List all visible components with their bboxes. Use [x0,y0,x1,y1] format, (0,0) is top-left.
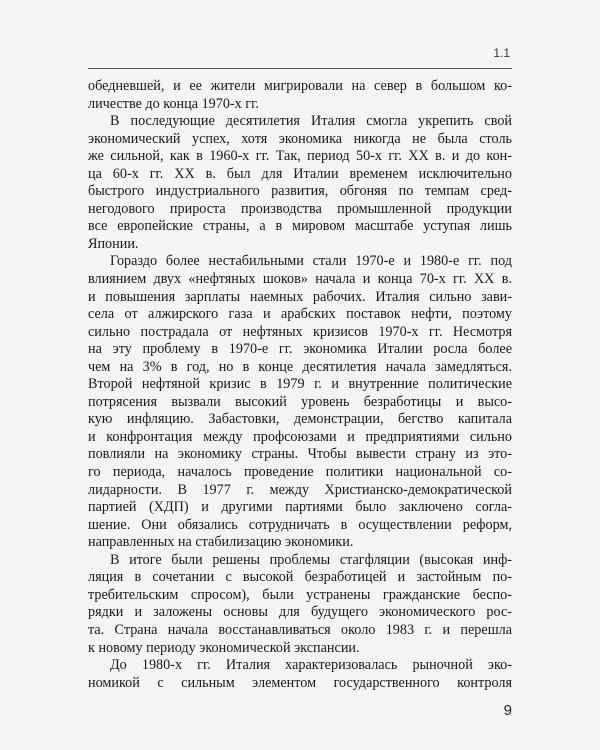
text-line: Гораздо более нестабильными стали 1970-е и 1980-е гг. под [110,253,512,270]
text-line: номикой с сильным элементом государственного контроля [88,674,512,691]
section-number: 1.1 [493,46,510,60]
running-header [88,40,512,69]
text-line: на эту проблему в 1970-е гг. экономика Италии росла более [88,341,512,358]
text-line: рядки и заложены основы для будущего экономического рос- [88,604,512,621]
paragraph [88,657,512,692]
text-line: и конфронтация между профсоюзами и предприятиями сильно [88,428,512,445]
text-line: В итоге были решены проблемы стагфляции (высокая инф- [110,551,512,568]
text-line: лидарности. В 1977 г. между Христианско-демократической [88,481,512,498]
text-line: и повышения зарплаты наемных рабочих. Италия сильно зави- [88,288,512,305]
text-line: та. Страна начала восстанавливаться около 1983 г. и перешла [88,621,512,638]
text-line: Японии. [88,235,139,252]
body-text [88,78,512,692]
paragraph [88,253,512,551]
paragraph [88,78,512,113]
text-line: кую инфляцию. Забастовки, демонстрации, бегство капитала [88,411,512,428]
text-line: села от алжирского газа и арабских поставок нефти, поэтому [88,306,512,323]
paragraph [88,113,512,253]
text-line: чем на 3% в год, но в конце десятилетия начала замедляться. [88,358,512,375]
text-line: экономический успех, хотя экономика никогда не была столь [88,130,512,147]
text-line: быстрого индустриального развития, обгоняя по темпам сред- [88,183,512,200]
text-line: направленных на стабилизацию экономики. [88,534,354,551]
text-line: потрясения вызвали высокий уровень безработицы и высо- [88,393,512,410]
paragraph [88,552,512,657]
text-line: го периода, началось проведение политики национальной со- [88,464,512,481]
text-line: обедневшей, и ее жители мигрировали на север в большом ко- [88,78,512,94]
text-line: влиянием двух «нефтяных шоков» начала и конца 70-х гг. XX в. [88,271,512,288]
text-line: ляция в сочетании с высокой безработицей и застойным по- [88,569,512,586]
text-line: Второй нефтяной кризис в 1979 г. и внутренние политические [88,376,512,393]
text-line: же сильной, как в 1960-х гг. Так, период 50-х гг. XX в. и до кон- [88,148,512,165]
text-line: к новому периоду экономической экспансии. [88,639,360,656]
text-line: негодового прироста производства промышленной продукции [88,200,512,217]
text-line: шение. Они обязались сотрудничать в осуществлении реформ, [88,516,512,533]
text-line: требительским спросом), были устранены гражданские беспо- [88,586,512,603]
text-line: сильно пострадала от нефтяных кризисов 1970-х гг. Несмотря [88,323,512,340]
text-line: партией (ХДП) и другими партиями было заключено согла- [88,499,512,516]
text-line: ца 60-х гг. XX в. был для Италии временем исключительно [88,165,512,182]
text-line: В последующие десятилетия Италия смогла укрепить свой [110,113,512,130]
page-number: 9 [503,702,512,719]
text-line: личестве до конца 1970-х гг. [88,95,259,112]
text-line: До 1980-х гг. Италия характеризовалась рыночной эко- [110,657,512,674]
text-line: все европейские страны, а в мировом масштабе уступая лишь [88,218,512,235]
text-line: повлияли на экономику страны. Чтобы вывести страну из это- [88,446,512,463]
